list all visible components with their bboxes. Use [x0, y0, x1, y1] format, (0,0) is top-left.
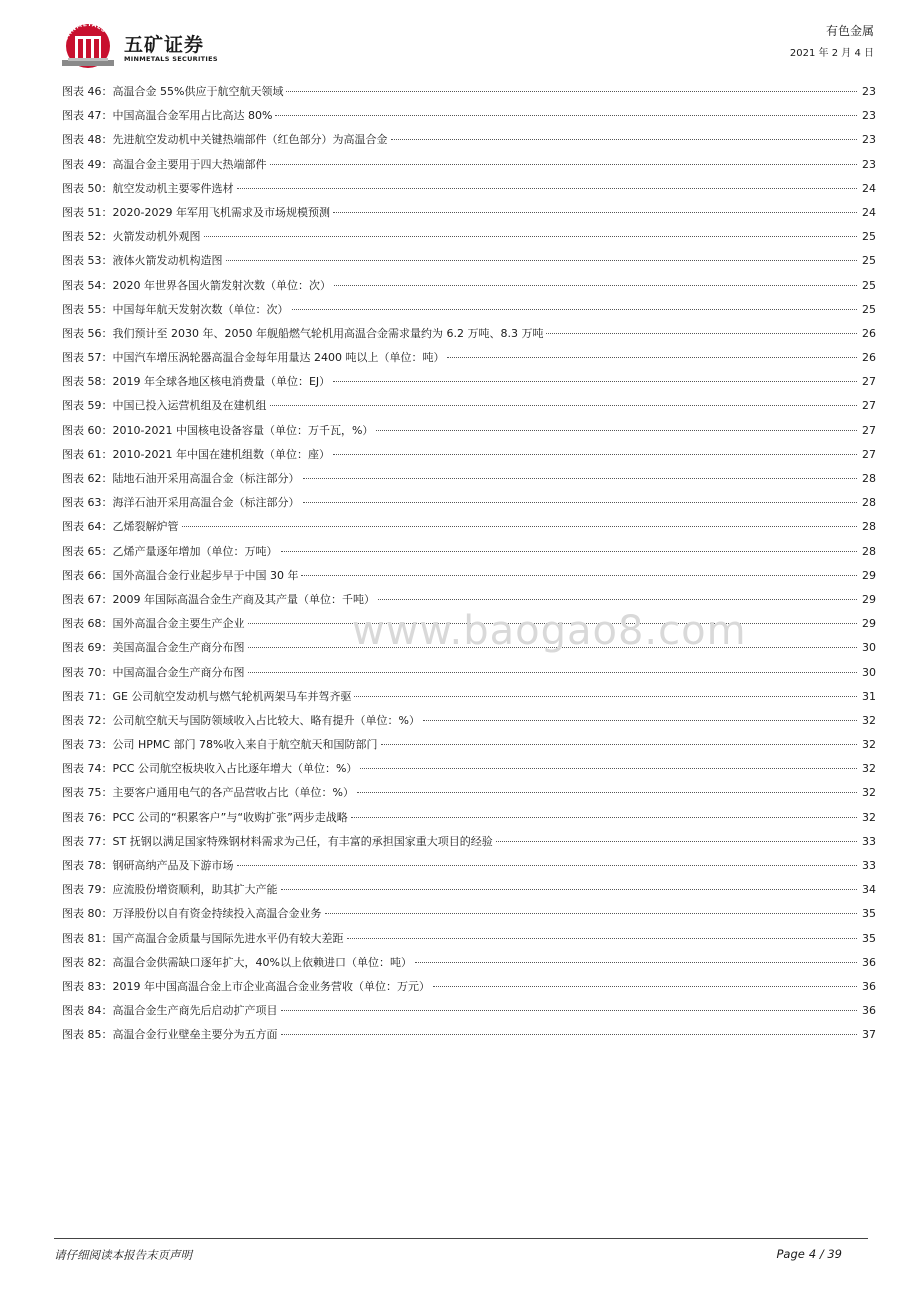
toc-entry-label[interactable]: 图表 62：陆地石油开采用高温合金（标注部分） [62, 472, 300, 485]
toc-dot-leader [182, 526, 858, 527]
toc-entry-page[interactable]: 27 [862, 375, 876, 389]
footer-page-number: 4 / 39 [808, 1247, 842, 1261]
toc-entry-label[interactable]: 图表 76：PCC 公司的“积累客户”与“收购扩张”两步走战略 [62, 810, 348, 824]
toc-entry-page[interactable]: 28 [862, 544, 876, 558]
toc-entry[interactable] [62, 999, 876, 1023]
toc-dot-leader [281, 1010, 858, 1011]
toc-entry[interactable] [62, 153, 876, 177]
toc-entry-page[interactable]: 37 [862, 1028, 876, 1042]
toc-entry-page[interactable]: 29 [862, 592, 876, 606]
toc-dot-leader [303, 478, 858, 479]
toc-entry[interactable] [62, 394, 876, 418]
toc-entry[interactable] [62, 80, 876, 104]
toc-entry-label[interactable]: 图表 75：主要客户通用电气的各产品营收占比（单位：%） [62, 786, 354, 800]
toc-entry-page[interactable]: 32 [862, 786, 876, 800]
page-header [0, 0, 920, 78]
toc-entry-page[interactable]: 33 [862, 834, 876, 848]
toc-entry-label[interactable]: 图表 70：中国高温合金生产商分布图 [62, 665, 245, 679]
document-category: 有色金属 [825, 24, 874, 38]
toc-dot-leader [391, 139, 858, 140]
toc-entry-page[interactable]: 30 [862, 665, 876, 679]
toc-entry[interactable] [62, 128, 876, 152]
toc-dot-leader [415, 962, 857, 963]
toc-dot-leader [333, 454, 857, 455]
watermark: www.baogao8.com [352, 608, 747, 654]
toc-dot-leader [270, 405, 858, 406]
footer-disclaimer-note: 请仔细阅读本报告末页声明 [54, 1248, 192, 1262]
brand-name-en: MINMETALS SECURITIES [124, 55, 218, 63]
toc-entry-label[interactable]: 图表 58：2019 年全球各地区核电消费量（单位：EJ） [62, 375, 331, 389]
toc-dot-leader [546, 333, 857, 334]
toc-entry[interactable] [62, 322, 876, 346]
toc-entry-page[interactable]: 33 [862, 859, 876, 872]
toc-dot-leader [351, 817, 857, 818]
toc-entry-page[interactable]: 29 [862, 568, 876, 582]
toc-dot-leader [433, 986, 857, 987]
toc-dot-leader [301, 575, 857, 576]
toc-dot-leader [376, 430, 857, 431]
footer-page-indicator [773, 1247, 843, 1261]
toc-entry[interactable] [62, 515, 876, 539]
toc-entry-label[interactable]: 图表 71：GE 公司航空发动机与燃气轮机两架马车并驾齐驱 [62, 689, 352, 703]
toc-entry-page[interactable]: 27 [862, 399, 876, 413]
toc-dot-leader [333, 212, 857, 213]
toc-entry[interactable] [62, 878, 876, 902]
toc-entry[interactable] [62, 201, 876, 225]
toc-entry-label[interactable]: 图表 78：钢研高纳产品及下游市场 [62, 859, 234, 872]
toc-entry[interactable] [62, 443, 876, 467]
toc-entry-label[interactable]: 图表 65：乙烯产量逐年增加（单位：万吨） [62, 544, 278, 558]
toc-entry-label[interactable]: 图表 85：高温合金行业壁垒主要分为五方面 [62, 1028, 278, 1042]
toc-entry-label[interactable]: 图表 72：公司航空航天与国防领域收入占比较大、略有提升（单位：%） [62, 713, 420, 727]
toc-entry-label[interactable]: 图表 48：先进航空发动机中关键热端部件（红色部分）为高温合金 [62, 133, 388, 147]
toc-entry[interactable] [62, 927, 876, 951]
toc-entry-label[interactable]: 图表 74：PCC 公司航空板块收入占比逐年增大（单位：%） [62, 762, 358, 776]
toc-entry[interactable] [62, 757, 876, 781]
toc-entry-page[interactable]: 25 [862, 254, 876, 268]
toc-entry-label[interactable]: 图表 77：ST 抚钢以满足国家特殊钢材料需求为己任，有丰富的承担国家重大项目的经验 [62, 834, 493, 848]
toc-entry[interactable] [62, 274, 876, 298]
toc-entry[interactable] [62, 902, 876, 926]
toc-dot-leader [275, 115, 857, 116]
toc-dot-leader [360, 768, 857, 769]
toc-entry-page[interactable]: 26 [862, 326, 876, 340]
toc-entry-label[interactable]: 图表 54：2020 年世界各国火箭发射次数（单位：次） [62, 278, 331, 292]
toc-entry[interactable] [62, 370, 876, 394]
toc-entry-label[interactable]: 图表 61：2010-2021 年中国在建机组数（单位：座） [62, 447, 330, 461]
toc-dot-leader [281, 889, 858, 890]
toc-entry-page[interactable]: 35 [862, 931, 876, 945]
toc-entry[interactable] [62, 806, 876, 830]
toc-entry-label[interactable]: 图表 79：应流股份增资顺利，助其扩大产能 [62, 883, 278, 897]
toc-entry-label[interactable]: 图表 49：高温合金主要用于四大热端部件 [62, 157, 267, 171]
toc-entry-label[interactable]: 图表 60：2010-2021 中国核电设备容量（单位：万千瓦，%） [62, 423, 374, 437]
logo-ring-text: MINMETALS [62, 20, 108, 42]
toc-entry-label[interactable]: 图表 84：高温合金生产商先后启动扩产项目 [62, 1004, 278, 1018]
toc-dot-leader [237, 188, 858, 189]
toc-entry-label[interactable]: 图表 50：航空发动机主要零件选材 [62, 181, 234, 195]
toc-entry-page[interactable]: 25 [862, 278, 876, 292]
toc-dot-leader [204, 236, 858, 237]
toc-entry-page[interactable]: 25 [862, 230, 876, 244]
toc-entry-label[interactable]: 图表 52：火箭发动机外观图 [62, 230, 201, 244]
toc-entry-label[interactable]: 图表 63：海洋石油开采用高温合金（标注部分） [62, 496, 300, 510]
toc-entry-page[interactable]: 32 [862, 713, 876, 727]
toc-entry-label[interactable]: 图表 69：美国高温合金生产商分布图 [62, 641, 245, 655]
toc-dot-leader [226, 260, 858, 261]
toc-entry-label[interactable]: 图表 53：液体火箭发动机构造图 [62, 254, 223, 268]
toc-entry[interactable] [62, 225, 876, 249]
toc-entry[interactable] [62, 540, 876, 564]
toc-entry-page[interactable]: 32 [862, 810, 876, 824]
toc-entry[interactable] [62, 781, 876, 805]
toc-entry[interactable] [62, 491, 876, 515]
toc-dot-leader [333, 381, 857, 382]
toc-entry[interactable] [62, 1023, 876, 1047]
footer-page-label: Page [776, 1247, 805, 1261]
toc-entry-page[interactable]: 27 [862, 447, 876, 461]
toc-entry-page[interactable]: 32 [862, 738, 876, 752]
toc-entry-label[interactable]: 图表 73：公司 HPMC 部门 78%收入来自于航空航天和国防部门 [62, 738, 378, 752]
toc-entry-label[interactable]: 图表 46：高温合金 55%供应于航空航天领域 [62, 85, 284, 98]
toc-dot-leader [423, 720, 857, 721]
toc-entry[interactable] [62, 661, 876, 685]
toc-dot-leader [325, 913, 858, 914]
toc-dot-leader [354, 696, 857, 697]
toc-entry-label[interactable]: 图表 57：中国汽车增压涡轮器高温合金每年用量达 2400 吨以上（单位：吨） [62, 351, 445, 365]
toc-entry-label[interactable]: 图表 67：2009 年国际高温合金生产商及其产量（单位：千吨） [62, 592, 375, 606]
toc-entry-label[interactable]: 图表 51：2020-2029 年军用飞机需求及市场规模预测 [62, 205, 330, 219]
document-date: 2021 年 2 月 4 日 [789, 48, 874, 59]
toc-dot-leader [347, 938, 858, 939]
toc-entry-page[interactable]: 23 [862, 85, 876, 98]
toc-entry[interactable] [62, 854, 876, 878]
toc-dot-leader [496, 841, 857, 842]
toc-dot-leader [286, 91, 857, 92]
toc-entry-page[interactable]: 36 [862, 955, 876, 969]
toc-dot-leader [237, 865, 858, 866]
toc-entry-page[interactable]: 24 [862, 181, 876, 195]
toc-entry-page[interactable]: 34 [862, 883, 876, 897]
toc-entry-page[interactable]: 28 [862, 472, 876, 485]
toc-entry-label[interactable]: 图表 68：国外高温合金主要生产企业 [62, 617, 245, 631]
toc-entry-label[interactable]: 图表 80：万泽股份以自有资金持续投入高温合金业务 [62, 907, 322, 921]
toc-entry-page[interactable]: 30 [862, 641, 876, 655]
toc-dot-leader [381, 744, 857, 745]
toc-entry[interactable] [62, 709, 876, 733]
toc-entry-label[interactable]: 图表 66：国外高温合金行业起步早于中国 30 年 [62, 568, 299, 582]
brand-name-cn: 五矿证券 [124, 34, 205, 56]
toc-entry-label[interactable]: 图表 47：中国高温合金军用占比高达 80% [62, 109, 273, 123]
toc-entry-page[interactable]: 36 [862, 979, 876, 993]
toc-entry[interactable] [62, 177, 876, 201]
toc-dot-leader [281, 551, 858, 552]
toc-dot-leader [281, 1034, 858, 1035]
toc-entry-page[interactable]: 32 [862, 762, 876, 776]
footer-divider [54, 1238, 868, 1239]
toc-dot-leader [378, 599, 857, 600]
toc-entry-label[interactable]: 图表 59：中国已投入运营机组及在建机组 [62, 399, 267, 413]
toc-entry[interactable] [62, 104, 876, 128]
toc-entry[interactable] [62, 564, 876, 588]
toc-entry-page[interactable]: 23 [862, 109, 876, 123]
toc-entry[interactable] [62, 298, 876, 322]
toc-entry-page[interactable]: 28 [862, 496, 876, 510]
toc-dot-leader [292, 309, 858, 310]
toc-entry-page[interactable]: 23 [862, 133, 876, 147]
toc-entry-page[interactable]: 24 [862, 205, 876, 219]
toc-dot-leader [248, 672, 858, 673]
toc-entry-label[interactable]: 图表 81：国产高温合金质量与国际先进水平仍有较大差距 [62, 931, 344, 945]
toc-entry-page[interactable]: 29 [862, 617, 876, 631]
toc-entry-page[interactable]: 26 [862, 351, 876, 365]
toc-dot-leader [270, 164, 858, 165]
toc-entry[interactable] [62, 685, 876, 709]
toc-dot-leader [357, 792, 857, 793]
toc-entry-page[interactable]: 27 [862, 423, 876, 437]
toc-dot-leader [447, 357, 857, 358]
toc-dot-leader [303, 502, 858, 503]
minmetals-logo-icon [58, 18, 118, 68]
toc-entry-label[interactable]: 图表 64：乙烯裂解炉管 [62, 520, 179, 534]
toc-entry-label[interactable]: 图表 82：高温合金供需缺口逐年扩大，40%以上依赖进口（单位：吨） [62, 955, 412, 969]
toc-entry-label[interactable]: 图表 83：2019 年中国高温合金上市企业高温合金业务营收（单位：万元） [62, 979, 430, 993]
toc-entry[interactable] [62, 346, 876, 370]
toc-entry[interactable] [62, 467, 876, 491]
toc-entry-page[interactable]: 25 [862, 302, 876, 316]
toc-entry[interactable] [62, 975, 876, 999]
toc-entry-page[interactable]: 28 [862, 520, 876, 534]
table-of-figures [62, 80, 876, 1048]
toc-entry-page[interactable]: 31 [862, 689, 876, 703]
toc-entry-page[interactable]: 36 [862, 1004, 876, 1018]
toc-entry-label[interactable]: 图表 56：我们预计至 2030 年、2050 年舰船燃气轮机用高温合金需求量约为 6.2 万吨、8.3 万吨 [62, 326, 544, 340]
toc-entry[interactable] [62, 249, 876, 273]
toc-entry[interactable] [62, 951, 876, 975]
toc-entry[interactable] [62, 733, 876, 757]
toc-dot-leader [334, 285, 857, 286]
toc-entry-page[interactable]: 35 [862, 907, 876, 921]
toc-entry[interactable] [62, 830, 876, 854]
toc-entry-label[interactable]: 图表 55：中国每年航天发射次数（单位：次） [62, 302, 289, 316]
toc-entry[interactable] [62, 419, 876, 443]
toc-entry-page[interactable]: 23 [862, 157, 876, 171]
